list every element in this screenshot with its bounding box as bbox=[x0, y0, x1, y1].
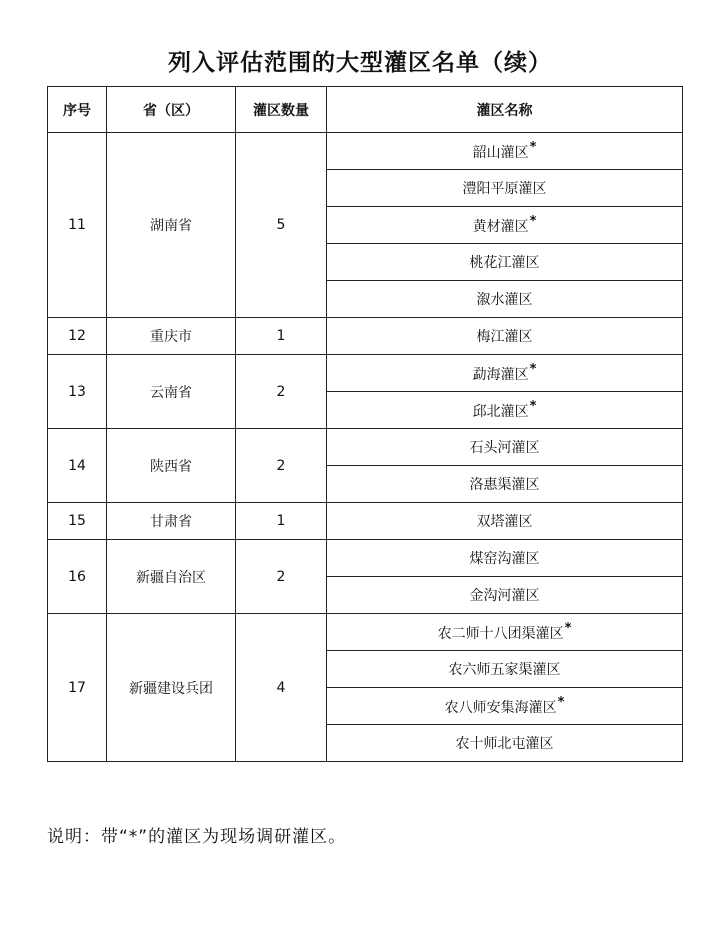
row-count: 1 bbox=[236, 503, 327, 540]
district-name: 洛惠渠灌区 bbox=[469, 477, 540, 493]
header-province: 省（区） bbox=[107, 87, 236, 133]
row-count: 1 bbox=[236, 318, 327, 355]
row-count: 2 bbox=[236, 429, 327, 503]
row-province: 甘肃省 bbox=[107, 503, 236, 540]
district-name: 澧阳平原灌区 bbox=[462, 181, 547, 197]
district-name-cell bbox=[327, 170, 683, 207]
header-district-name: 灌区名称 bbox=[327, 87, 683, 133]
district-name: 石头河灌区 bbox=[469, 440, 540, 456]
row-index: 15 bbox=[48, 503, 107, 540]
table-row bbox=[48, 318, 683, 355]
district-name-cell bbox=[327, 392, 683, 429]
survey-mark: * bbox=[564, 621, 572, 636]
district-name: 农六师五家渠灌区 bbox=[448, 662, 561, 678]
district-name-cell bbox=[327, 429, 683, 466]
district-name: 金沟河灌区 bbox=[469, 588, 540, 604]
row-province: 新疆自治区 bbox=[107, 540, 236, 614]
table-header-row bbox=[48, 87, 683, 133]
district-name-cell bbox=[327, 355, 683, 392]
row-index: 11 bbox=[48, 133, 107, 318]
district-name: 韶山灌区 bbox=[472, 145, 529, 161]
row-province: 云南省 bbox=[107, 355, 236, 429]
header-count: 灌区数量 bbox=[236, 87, 327, 133]
district-name: 煤窑沟灌区 bbox=[469, 551, 540, 567]
survey-mark: * bbox=[529, 362, 537, 377]
survey-mark: * bbox=[557, 695, 565, 710]
district-name: 农八师安集海灌区 bbox=[444, 700, 557, 716]
row-count: 2 bbox=[236, 540, 327, 614]
district-name-cell bbox=[327, 281, 683, 318]
table-body bbox=[48, 133, 683, 762]
district-name-cell bbox=[327, 244, 683, 281]
row-province: 新疆建设兵团 bbox=[107, 614, 236, 762]
table-row bbox=[48, 503, 683, 540]
district-name-cell bbox=[327, 318, 683, 355]
row-index: 12 bbox=[48, 318, 107, 355]
district-name: 双塔灌区 bbox=[476, 514, 533, 530]
row-index: 16 bbox=[48, 540, 107, 614]
district-name-cell bbox=[327, 688, 683, 725]
row-count: 4 bbox=[236, 614, 327, 762]
table-row bbox=[48, 133, 683, 170]
district-name: 桃花江灌区 bbox=[469, 255, 540, 271]
row-province: 陕西省 bbox=[107, 429, 236, 503]
district-name: 农二师十八团渠灌区 bbox=[437, 626, 564, 642]
table-row bbox=[48, 355, 683, 392]
footnote: 说明：带“*”的灌区为现场调研灌区。 bbox=[47, 827, 347, 847]
district-name-cell bbox=[327, 725, 683, 762]
row-index: 17 bbox=[48, 614, 107, 762]
row-index: 14 bbox=[48, 429, 107, 503]
district-name-cell bbox=[327, 503, 683, 540]
row-index: 13 bbox=[48, 355, 107, 429]
district-name: 勐海灌区 bbox=[472, 367, 529, 383]
irrigation-district-table bbox=[47, 86, 683, 762]
page-title: 列入评估范围的大型灌区名单（续） bbox=[168, 50, 552, 76]
district-name-cell bbox=[327, 651, 683, 688]
table-row bbox=[48, 614, 683, 651]
row-province: 湖南省 bbox=[107, 133, 236, 318]
header-index: 序号 bbox=[48, 87, 107, 133]
district-name: 溆水灌区 bbox=[476, 292, 533, 308]
district-name-cell bbox=[327, 540, 683, 577]
district-name: 邱北灌区 bbox=[472, 404, 529, 420]
row-province: 重庆市 bbox=[107, 318, 236, 355]
table-row bbox=[48, 429, 683, 466]
table-row bbox=[48, 540, 683, 577]
row-count: 2 bbox=[236, 355, 327, 429]
district-name-cell bbox=[327, 577, 683, 614]
district-name-cell bbox=[327, 133, 683, 170]
row-count: 5 bbox=[236, 133, 327, 318]
survey-mark: * bbox=[529, 399, 537, 414]
district-name: 梅江灌区 bbox=[476, 329, 533, 345]
district-name-cell bbox=[327, 614, 683, 651]
district-name-cell bbox=[327, 466, 683, 503]
survey-mark: * bbox=[529, 214, 537, 229]
district-name-cell bbox=[327, 207, 683, 244]
survey-mark: * bbox=[529, 140, 537, 155]
district-name: 农十师北屯灌区 bbox=[455, 736, 554, 752]
district-name: 黄材灌区 bbox=[472, 219, 529, 235]
